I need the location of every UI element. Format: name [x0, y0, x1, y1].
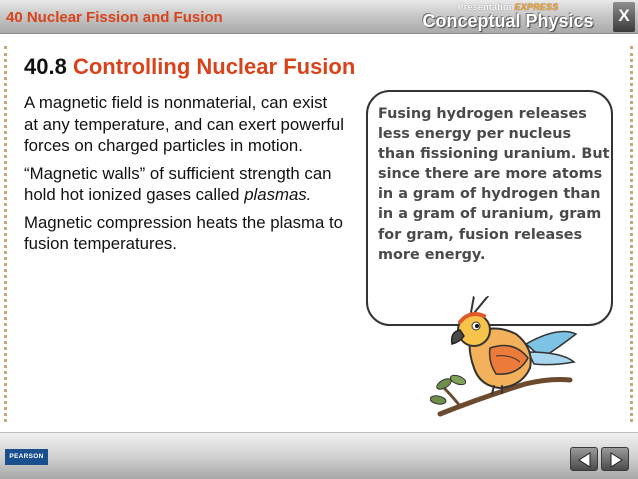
header-bar — [0, 0, 638, 34]
chapter-title: 40 Nuclear Fission and Fusion — [6, 9, 223, 26]
paragraph-1: A magnetic field is nonmaterial, can exist at any temperature, and can exert powerful forces on charged particles in motion. — [24, 93, 344, 155]
paragraph-2-text: “Magnetic walls” of sufficient strength can hold hot ionized gases called — [24, 163, 332, 204]
close-button[interactable]: X — [613, 2, 635, 32]
triangle-left-icon — [576, 451, 594, 469]
previous-slide-button[interactable] — [570, 447, 598, 471]
slide-body — [24, 92, 344, 261]
slide-title — [24, 54, 355, 80]
parrot-illustration — [430, 296, 580, 424]
left-dotted-border — [4, 46, 7, 422]
slide-title-number: 40.8 — [24, 54, 67, 79]
paragraph-3: Magnetic compression heats the plasma to fusion temperatures. — [24, 212, 344, 253]
paragraph-2 — [24, 163, 344, 206]
slide-title-text: Controlling Nuclear Fusion — [72, 54, 356, 79]
speech-bubble-text: Fusing hydrogen releases less energy per nucleus than fissioning uranium. But since there are more atoms in a gram of hydrogen than in a gram of uranium, gram for gram, fusion releases more energy. — [378, 106, 610, 263]
next-slide-button[interactable] — [601, 447, 629, 471]
paragraph-2-italic: plasmas. — [244, 185, 312, 204]
right-dotted-border — [630, 46, 633, 422]
pearson-logo: PEARSON — [5, 449, 48, 465]
brand-logo — [408, 2, 608, 32]
brand-main: Conceptual Physics — [422, 11, 594, 31]
brand-express: EXPRESS — [514, 2, 559, 12]
triangle-right-icon — [607, 451, 625, 469]
brand-prefix: Presentation — [457, 2, 515, 12]
footer-bar — [0, 432, 638, 479]
